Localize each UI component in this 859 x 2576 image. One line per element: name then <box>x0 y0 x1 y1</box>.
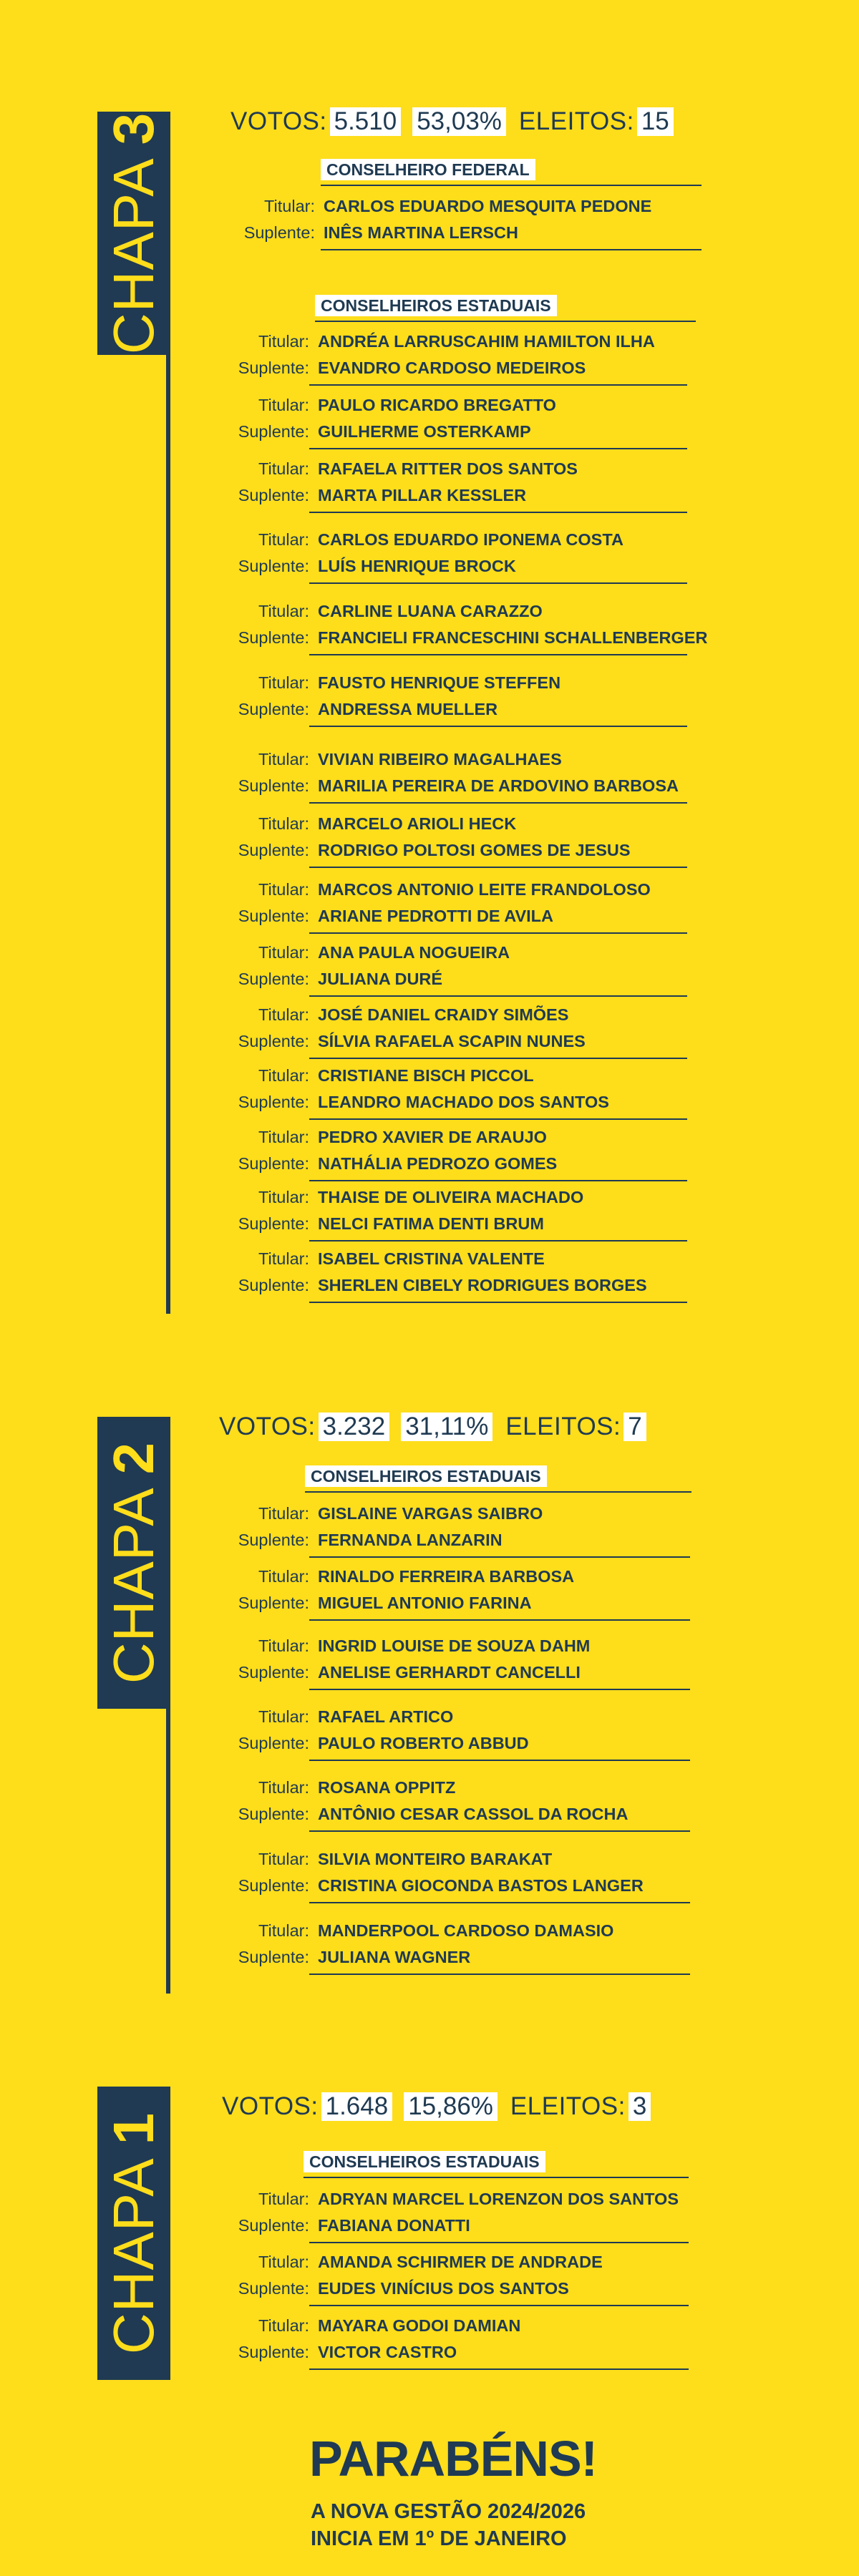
pair-divider <box>309 1556 690 1558</box>
chapa-3-elected-label: ELEITOS: <box>518 107 634 135</box>
titular-label: Titular: <box>258 1066 309 1085</box>
titular-name: FAUSTO HENRIQUE STEFFEN <box>318 673 561 692</box>
suplente-label: Suplente: <box>238 1805 309 1823</box>
suplente-label: Suplente: <box>238 557 309 575</box>
suplente-label: Suplente: <box>238 2279 309 2298</box>
chapa-3-elected-value: 15 <box>637 107 674 136</box>
suplente-name: JULIANA DURÉ <box>318 970 443 988</box>
suplente-name: LUÍS HENRIQUE BROCK <box>318 557 516 575</box>
suplente-label: Suplente: <box>238 841 309 859</box>
pair-divider <box>309 995 687 997</box>
titular-name: INGRID LOUISE DE SOUZA DAHM <box>318 1636 591 1655</box>
pair-divider <box>309 1974 690 1975</box>
chapa-2-percent-value: 31,11% <box>401 1413 492 1441</box>
titular-name: ANDRÉA LARRUSCAHIM HAMILTON ILHA <box>318 332 655 351</box>
titular-name: MARCELO ARIOLI HECK <box>318 814 517 833</box>
chapa-1-votes-value: 1.648 <box>321 2092 393 2121</box>
suplente-name: RODRIGO POLTOSI GOMES DE JESUS <box>318 841 631 859</box>
titular-label: Titular: <box>258 750 309 769</box>
pair-divider <box>309 1902 690 1903</box>
titular-name: THAISE DE OLIVEIRA MACHADO <box>318 1188 584 1206</box>
titular-name: RAFAEL ARTICO <box>318 1707 454 1726</box>
chapa-3-vertical-line <box>166 355 170 1314</box>
suplente-label: Suplente: <box>238 1876 309 1895</box>
chapa-2-banner-number: 2 <box>102 1441 165 1475</box>
titular-label: Titular: <box>258 1921 309 1940</box>
pair-divider <box>309 1180 687 1181</box>
chapa-2-estaduais-title: CONSELHEIROS ESTADUAIS <box>305 1465 547 1487</box>
suplente-name: MIGUEL ANTONIO FARINA <box>318 1594 532 1612</box>
suplente-label: Suplente: <box>238 1663 309 1682</box>
suplente-label: Suplente: <box>243 223 315 242</box>
chapa-1-votes-label: VOTOS: <box>222 2092 319 2120</box>
chapa-3-banner <box>97 112 170 355</box>
titular-label: Titular: <box>258 2190 309 2208</box>
titular-label: Titular: <box>258 1567 309 1586</box>
pair-divider <box>309 1302 687 1303</box>
suplente-label: Suplente: <box>238 1734 309 1752</box>
titular-name: GISLAINE VARGAS SAIBRO <box>318 1504 543 1523</box>
pair-divider <box>309 1760 690 1761</box>
suplente-label: Suplente: <box>238 1594 309 1612</box>
pair-divider <box>309 512 687 513</box>
titular-name: PEDRO XAVIER DE ARAUJO <box>318 1128 547 1146</box>
chapa-1-stats <box>222 2092 656 2121</box>
suplente-name: INÊS MARTINA LERSCH <box>324 223 518 242</box>
pair-divider <box>309 867 687 868</box>
pair-divider <box>309 1619 690 1621</box>
titular-label: Titular: <box>258 2316 309 2335</box>
suplente-label: Suplente: <box>238 358 309 377</box>
chapa-2-votes-label: VOTOS: <box>219 1413 316 1440</box>
titular-label: Titular: <box>258 1707 309 1726</box>
titular-label: Titular: <box>258 332 309 351</box>
chapa-3-estaduais-title: CONSELHEIROS ESTADUAIS <box>315 295 557 316</box>
suplente-name: JULIANA WAGNER <box>318 1948 471 1966</box>
pair-divider <box>309 802 687 804</box>
suplente-name: LEANDRO MACHADO DOS SANTOS <box>318 1093 609 1111</box>
titular-label: Titular: <box>258 459 309 478</box>
titular-name: ANA PAULA NOGUEIRA <box>318 943 510 962</box>
titular-label: Titular: <box>258 1005 309 1024</box>
chapa-2-stats <box>219 1413 652 1441</box>
chapa-3-percent-value: 53,03% <box>412 107 506 136</box>
suplente-label: Suplente: <box>238 1214 309 1233</box>
suplente-name: ANDRESSA MUELLER <box>318 700 498 718</box>
pair-divider <box>309 2368 689 2370</box>
titular-name: ROSANA OPPITZ <box>318 1778 456 1797</box>
pair-divider <box>309 1058 687 1059</box>
titular-name: RINALDO FERREIRA BARBOSA <box>318 1567 575 1586</box>
titular-name: CARLOS EDUARDO MESQUITA PEDONE <box>324 197 652 215</box>
suplente-label: Suplente: <box>238 907 309 925</box>
pair-divider <box>309 932 687 934</box>
chapa-1-estaduais-title-rule <box>304 2177 689 2178</box>
suplente-label: Suplente: <box>238 970 309 988</box>
suplente-label: Suplente: <box>238 1093 309 1111</box>
chapa-3-stats <box>230 107 679 136</box>
titular-name: RAFAELA RITTER DOS SANTOS <box>318 459 578 478</box>
chapa-3-votes-value: 5.510 <box>330 107 402 136</box>
pair-divider <box>309 2242 689 2243</box>
titular-label: Titular: <box>258 1128 309 1146</box>
pair-divider <box>309 726 687 727</box>
titular-label: Titular: <box>258 396 309 414</box>
suplente-label: Suplente: <box>238 628 309 647</box>
suplente-label: Suplente: <box>238 700 309 718</box>
chapa-3-federal-title-rule <box>321 185 702 186</box>
titular-name: CARLOS EDUARDO IPONEMA COSTA <box>318 530 623 549</box>
chapa-3-estaduais-title-rule <box>315 321 696 322</box>
chapa-1-estaduais-title: CONSELHEIROS ESTADUAIS <box>304 2151 545 2172</box>
titular-name: MAYARA GODOI DAMIAN <box>318 2316 521 2335</box>
titular-name: MANDERPOOL CARDOSO DAMASIO <box>318 1921 614 1940</box>
chapa-2-estaduais-title-rule <box>305 1491 691 1493</box>
congrats-line-1: A NOVA GESTÃO 2024/2026 <box>311 2500 586 2523</box>
titular-name: MARCOS ANTONIO LEITE FRANDOLOSO <box>318 880 651 899</box>
chapa-2-elected-label: ELEITOS: <box>505 1413 621 1440</box>
titular-name: CARLINE LUANA CARAZZO <box>318 602 543 620</box>
titular-name: ISABEL CRISTINA VALENTE <box>318 1249 545 1268</box>
chapa-3-banner-word: CHAPA <box>102 157 165 355</box>
pair-divider <box>309 582 687 584</box>
titular-name: ADRYAN MARCEL LORENZON DOS SANTOS <box>318 2190 679 2208</box>
chapa-2-banner <box>97 1417 170 1709</box>
pair-divider <box>321 249 702 250</box>
chapa-1-banner-word: CHAPA <box>102 2157 165 2355</box>
titular-label: Titular: <box>258 1778 309 1797</box>
titular-label: Titular: <box>258 1188 309 1206</box>
suplente-name: SHERLEN CIBELY RODRIGUES BORGES <box>318 1276 647 1294</box>
chapa-2-elected-value: 7 <box>623 1413 646 1441</box>
titular-name: PAULO RICARDO BREGATTO <box>318 396 556 414</box>
titular-name: CRISTIANE BISCH PICCOL <box>318 1066 534 1085</box>
pair-divider <box>309 1118 687 1120</box>
pair-divider <box>309 384 687 386</box>
pair-divider <box>309 448 687 449</box>
titular-label: Titular: <box>258 602 309 620</box>
titular-name: VIVIAN RIBEIRO MAGALHAES <box>318 750 562 769</box>
chapa-3-banner-number: 3 <box>102 112 165 145</box>
suplente-name: NATHÁLIA PEDROZO GOMES <box>318 1154 558 1173</box>
congrats-line-2: INICIA EM 1º DE JANEIRO <box>311 2527 567 2550</box>
suplente-label: Suplente: <box>238 486 309 504</box>
titular-label: Titular: <box>258 880 309 899</box>
chapa-1-elected-label: ELEITOS: <box>510 2092 626 2120</box>
pair-divider <box>309 2305 689 2306</box>
chapa-3-federal-title: CONSELHEIRO FEDERAL <box>321 159 535 180</box>
pair-divider <box>309 1689 690 1690</box>
chapa-1-banner-number: 1 <box>102 2112 165 2145</box>
suplente-name: ANTÔNIO CESAR CASSOL DA ROCHA <box>318 1805 629 1823</box>
suplente-name: ANELISE GERHARDT CANCELLI <box>318 1663 581 1682</box>
suplente-name: FRANCIELI FRANCESCHINI SCHALLENBERGER <box>318 628 708 647</box>
suplente-name: MARTA PILLAR KESSLER <box>318 486 527 504</box>
titular-name: AMANDA SCHIRMER DE ANDRADE <box>318 2253 603 2271</box>
suplente-label: Suplente: <box>238 1276 309 1294</box>
suplente-label: Suplente: <box>238 422 309 441</box>
titular-label: Titular: <box>258 530 309 549</box>
suplente-name: SÍLVIA RAFAELA SCAPIN NUNES <box>318 1032 586 1050</box>
suplente-label: Suplente: <box>238 776 309 795</box>
pair-divider <box>309 654 687 655</box>
chapa-2-banner-word: CHAPA <box>102 1487 165 1684</box>
chapa-1-elected-value: 3 <box>629 2092 651 2121</box>
suplente-name: PAULO ROBERTO ABBUD <box>318 1734 529 1752</box>
suplente-label: Suplente: <box>238 1531 309 1549</box>
titular-label: Titular: <box>264 197 315 215</box>
titular-label: Titular: <box>258 814 309 833</box>
titular-label: Titular: <box>258 1504 309 1523</box>
suplente-name: ARIANE PEDROTTI DE AVILA <box>318 907 554 925</box>
titular-label: Titular: <box>258 1249 309 1268</box>
suplente-name: VICTOR CASTRO <box>318 2343 457 2361</box>
suplente-label: Suplente: <box>238 1154 309 1173</box>
chapa-2-votes-value: 3.232 <box>319 1413 390 1441</box>
suplente-name: MARILIA PEREIRA DE ARDOVINO BARBOSA <box>318 776 679 795</box>
titular-label: Titular: <box>258 1850 309 1868</box>
congrats-title: PARABÉNS! <box>309 2431 597 2487</box>
suplente-label: Suplente: <box>238 1032 309 1050</box>
pair-divider <box>309 1240 687 1241</box>
titular-name: JOSÉ DANIEL CRAIDY SIMÕES <box>318 1005 569 1024</box>
suplente-label: Suplente: <box>238 1948 309 1966</box>
titular-name: SILVIA MONTEIRO BARAKAT <box>318 1850 553 1868</box>
suplente-name: CRISTINA GIOCONDA BASTOS LANGER <box>318 1876 644 1895</box>
suplente-name: EVANDRO CARDOSO MEDEIROS <box>318 358 586 377</box>
chapa-3-votes-label: VOTOS: <box>230 107 327 135</box>
suplente-name: FABIANA DONATTI <box>318 2216 470 2235</box>
suplente-name: EUDES VINÍCIUS DOS SANTOS <box>318 2279 569 2298</box>
chapa-1-banner <box>97 2087 170 2380</box>
suplente-name: GUILHERME OSTERKAMP <box>318 422 531 441</box>
chapa-1-percent-value: 15,86% <box>404 2092 498 2121</box>
titular-label: Titular: <box>258 1636 309 1655</box>
titular-label: Titular: <box>258 2253 309 2271</box>
suplente-label: Suplente: <box>238 2216 309 2235</box>
suplente-name: FERNANDA LANZARIN <box>318 1531 503 1549</box>
titular-label: Titular: <box>258 673 309 692</box>
titular-label: Titular: <box>258 943 309 962</box>
suplente-name: NELCI FATIMA DENTI BRUM <box>318 1214 544 1233</box>
chapa-2-vertical-line <box>166 1709 170 1994</box>
pair-divider <box>309 1830 690 1832</box>
suplente-label: Suplente: <box>238 2343 309 2361</box>
